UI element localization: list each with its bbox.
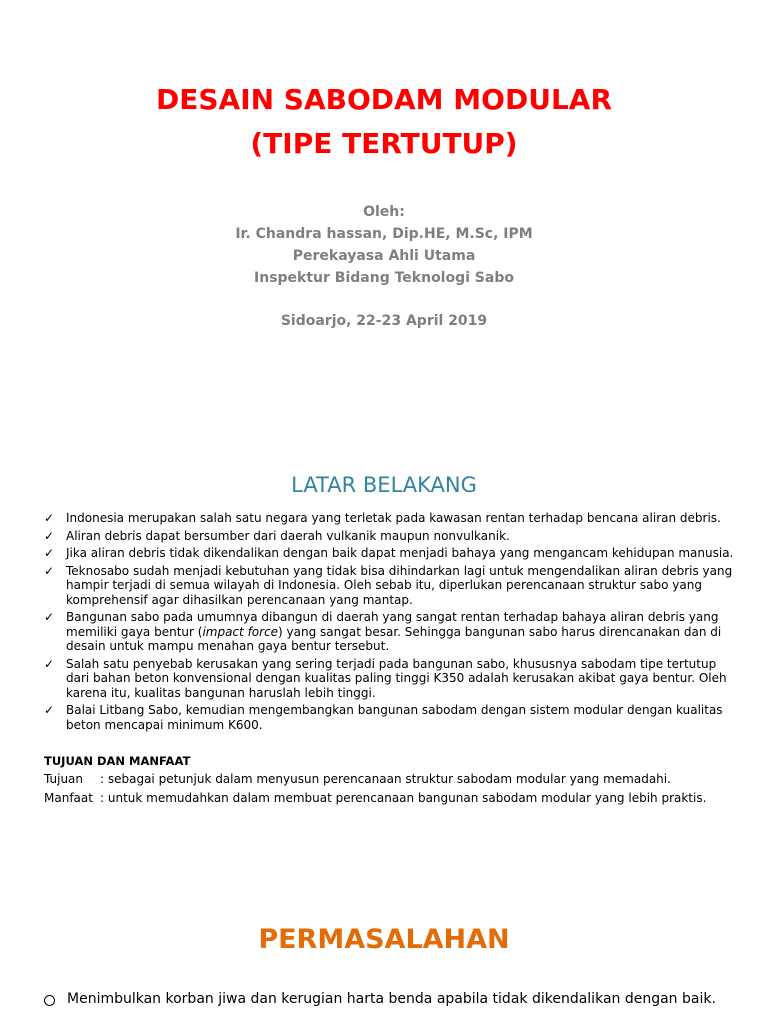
byline-author: Ir. Chandra hassan, Dip.HE, M.Sc, IPM xyxy=(235,226,533,242)
slide-title-line-1: DESAIN SABODAM MODULAR xyxy=(155,83,613,116)
list-item xyxy=(44,564,734,608)
check-icon: ✓ xyxy=(44,546,55,560)
problem-slide xyxy=(0,880,768,1024)
tujuan-label: Tujuan xyxy=(44,772,84,786)
background-bullet-list xyxy=(44,511,734,735)
problem-item-text: Menimbulkan korban jiwa dan kerugian harta benda apabila tidak dikendalikan dengan baik. xyxy=(67,991,716,1007)
title-slide xyxy=(0,0,768,440)
list-item xyxy=(44,703,734,732)
bullet-text-before: Bangunan sabo pada umumnya dibangun di daerah yang sangat rentan terhadap bahaya aliran debris yang memiliki gaya bentur ( xyxy=(66,610,719,639)
slide-title-line-2: (TIPE TERTUTUP) xyxy=(250,127,518,160)
check-icon: ✓ xyxy=(44,528,55,543)
background-slide xyxy=(0,440,768,880)
section-heading-latar-belakang: LATAR BELAKANG xyxy=(291,473,477,497)
check-icon: ✓ xyxy=(44,563,55,578)
bullet-text: Aliran debris dapat bersumber dari daerah vulkanik maupun nonvulkanik. xyxy=(66,528,510,543)
manfaat-row xyxy=(44,790,744,806)
circle-bullet-icon xyxy=(44,995,55,1006)
tujuan-manfaat-heading: TUJUAN DAN MANFAAT xyxy=(44,754,191,768)
check-icon: ✓ xyxy=(44,511,55,525)
check-icon: ✓ xyxy=(44,656,55,671)
tujuan-text: : sebagai petunjuk dalam menyusun perencanaan struktur sabodam modular yang memadahi. xyxy=(100,772,671,786)
list-item xyxy=(44,546,734,561)
list-item xyxy=(44,657,734,701)
list-item xyxy=(44,511,734,526)
byline-place-date: Sidoarjo, 22-23 April 2019 xyxy=(280,313,488,329)
bullet-text: Salah satu penyebab kerusakan yang sering terjadi pada bangunan sabo, khususnya sabodam tipe tertutup dari bahan beton konvensional dengan kualitas paling tinggi K350 adalah kerusakan akibat gaya bentur. Oleh karena itu, kualitas bangunan haruslah lebih tinggi. xyxy=(66,656,727,700)
check-icon: ✓ xyxy=(44,610,55,624)
bullet-text-italic: impact force xyxy=(202,624,279,639)
bullet-text: Indonesia merupakan salah satu negara yang terletak pada kawasan rentan terhadap bencana aliran debris. xyxy=(66,511,721,525)
check-icon: ✓ xyxy=(44,703,55,717)
list-item xyxy=(44,991,744,1008)
bullet-text: Balai Litbang Sabo, kemudian mengembangkan bangunan sabodam dengan sistem modular dengan kualitas beton mencapai minimum K600. xyxy=(66,703,723,732)
byline-position: Perekayasa Ahli Utama xyxy=(292,248,476,264)
manfaat-text: : untuk memudahkan dalam membuat perencanaan bangunan sabodam modular yang lebih praktis. xyxy=(100,791,707,805)
list-item xyxy=(44,610,734,654)
tujuan-row xyxy=(44,771,744,787)
bullet-text-after: ) yang sangat besar. Sehingga bangunan sabo harus direncanakan dan di desain untuk mampu menahan gaya bentur tersebut. xyxy=(66,624,722,653)
bullet-text: Jika aliran debris tidak dikendalikan dengan baik dapat menjadi bahaya yang mengancam kehidupan manusia. xyxy=(66,546,734,560)
manfaat-label: Manfaat xyxy=(44,791,93,805)
byline-role: Inspektur Bidang Teknologi Sabo xyxy=(254,270,514,286)
bullet-text: Teknosabo sudah menjadi kebutuhan yang tidak bisa dihindarkan lagi untuk mengendalikan aliran debris yang hampir terjadi di semua wilayah di Indonesia. Oleh sebab itu, diperlukan perencanaan struktur sabo yang komprehensif agar dihasilkan perencanaan yang mantap. xyxy=(66,563,733,607)
byline-oleh: Oleh: xyxy=(363,204,405,220)
list-item xyxy=(44,529,734,544)
section-heading-permasalahan: PERMASALAHAN xyxy=(258,924,510,955)
